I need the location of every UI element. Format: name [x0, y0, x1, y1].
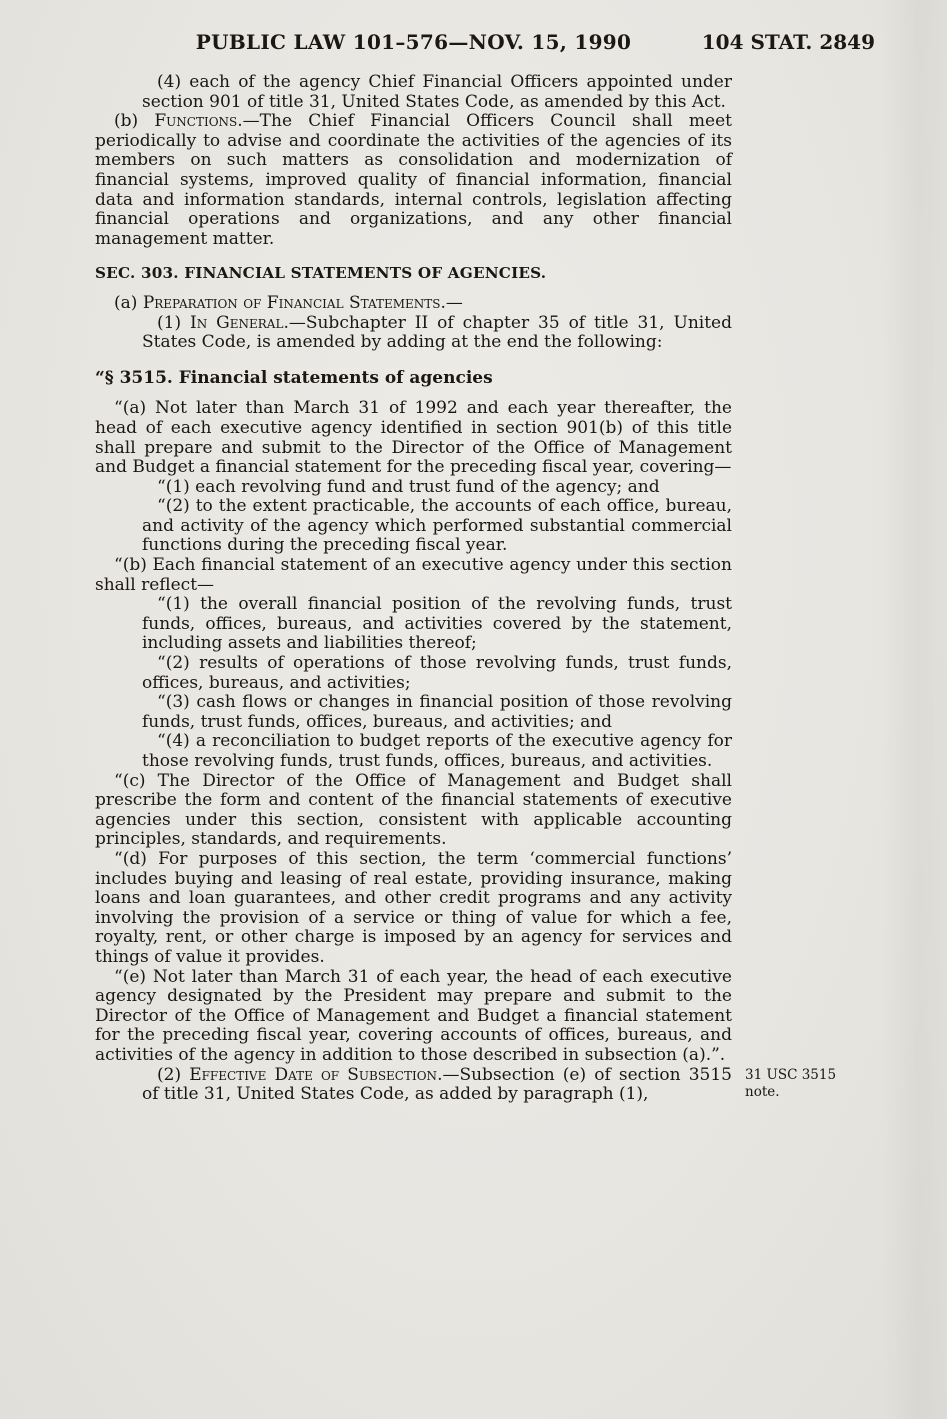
paragraph-3515-b3: “(3) cash flows or changes in financial position of those revolving funds, trust funds, offices, bureaus, and activities; and	[142, 692, 732, 732]
paragraph-3515-c: “(c) The Director of the Office of Management and Budget shall prescribe the form and content of the financial statements of executive agencies under this section, consistent with applicable accounting principles, standards, and requirements.	[95, 770, 732, 850]
paragraph-3515-b4: “(4) a reconciliation to budget reports of the executive agency for those revolving funds, trust funds, offices, bureaus, and activities.	[142, 731, 732, 771]
paragraph-3515-b2: “(2) results of operations of those revolving funds, trust funds, offices, bureaus, and activities;	[142, 653, 732, 693]
paragraph-1-in-general	[142, 314, 732, 353]
paragraph-3515-b: “(b) Each financial statement of an executive agency under this section shall reflect—	[95, 555, 732, 595]
running-head-stat-citation: 104 STAT. 2849	[701, 30, 875, 54]
margin-note-line2: note.	[745, 1083, 780, 1100]
paragraph-text: .—Subchapter II of chapter 35 of title 31, United States Code, is amended by adding at the end the following:	[142, 312, 732, 353]
statute-text-column	[95, 72, 837, 1105]
paragraph-3515-d: “(d) For purposes of this section, the term ‘commercial functions’ includes buying and leasing of real estate, providing insurance, making loans and loan guarantees, and other credit programs and any activity involving the provision of a service or thing of value for which a fee, royalty, rent, or other charge is imposed by an agency for services and things of value it provides.	[95, 848, 732, 967]
paragraph-3515-a: “(a) Not later than March 31 of 1992 and each year thereafter, the head of each executive agency identified in section 901(b) of this title shall prepare and submit to the Director of the Office of Management and Budget a financial statement for the preceding fiscal year, covering—	[95, 398, 732, 478]
paragraph-a-preparation	[95, 294, 732, 314]
paragraph-label: (1)	[157, 312, 191, 333]
paragraph-label: (a)	[114, 292, 143, 313]
paragraph-text: .—Subsection (e) of section 3515 of title 31, United States Code, as added by paragraph (1),	[142, 1064, 732, 1105]
paragraph-3515-b1: “(1) the overall financial position of the revolving funds, trust funds, offices, bureaus, and activities covered by the statement, including assets and liabilities thereof;	[142, 594, 732, 654]
paragraph-3515-a1: “(1) each revolving fund and trust fund of the agency; and	[157, 476, 660, 497]
section-3515-heading: “§ 3515. Financial statements of agencies	[95, 367, 493, 388]
paragraph-text: .—The Chief Financial Officers Council shall meet periodically to advise and coordinate the activities of the agencies of its members on such matters as consolidation and modernization of financial systems, improved quality of financial information, financial data and information standards, internal controls, legislation affecting financial operations and organizations, and any other financial management matter.	[95, 111, 732, 249]
paragraph-3515-e: “(e) Not later than March 31 of each year, the head of each executive agency designated by the President may prepare and submit to the Director of the Office of Management and Budget a financial statement for the preceding fiscal year, covering accounts of offices, bureaus, and activities of the agency in addition to those described in subsection (a).”.	[95, 966, 732, 1065]
running-head-law-citation: PUBLIC LAW 101–576—NOV. 15, 1990	[195, 30, 632, 54]
small-caps-term: In General	[190, 312, 284, 333]
paragraph-4-cfo-appointed: (4) each of the agency Chief Financial Officers appointed under section 901 of title 31, United States Code, as amended by this Act.	[142, 72, 732, 112]
margin-note-line1: 31 USC 3515	[745, 1066, 837, 1083]
section-303-heading: SEC. 303. FINANCIAL STATEMENTS OF AGENCIES.	[95, 264, 547, 283]
paragraph-b-functions	[95, 112, 732, 249]
small-caps-term: Functions	[154, 111, 238, 132]
paragraph-label: (b)	[114, 111, 155, 132]
small-caps-term: Preparation of Financial Statements	[142, 292, 441, 313]
small-caps-term: Effective Date of Subsection	[189, 1064, 438, 1085]
usc-margin-note	[745, 1067, 895, 1101]
paragraph-label: (2)	[157, 1064, 190, 1085]
paragraph-text: .—	[440, 292, 463, 313]
paragraph-3515-a2: “(2) to the extent practicable, the accounts of each office, bureau, and activity of the agency which performed substantial commercial functions during the preceding fiscal year.	[142, 496, 732, 556]
paragraph-2-effective-date	[142, 1064, 837, 1105]
